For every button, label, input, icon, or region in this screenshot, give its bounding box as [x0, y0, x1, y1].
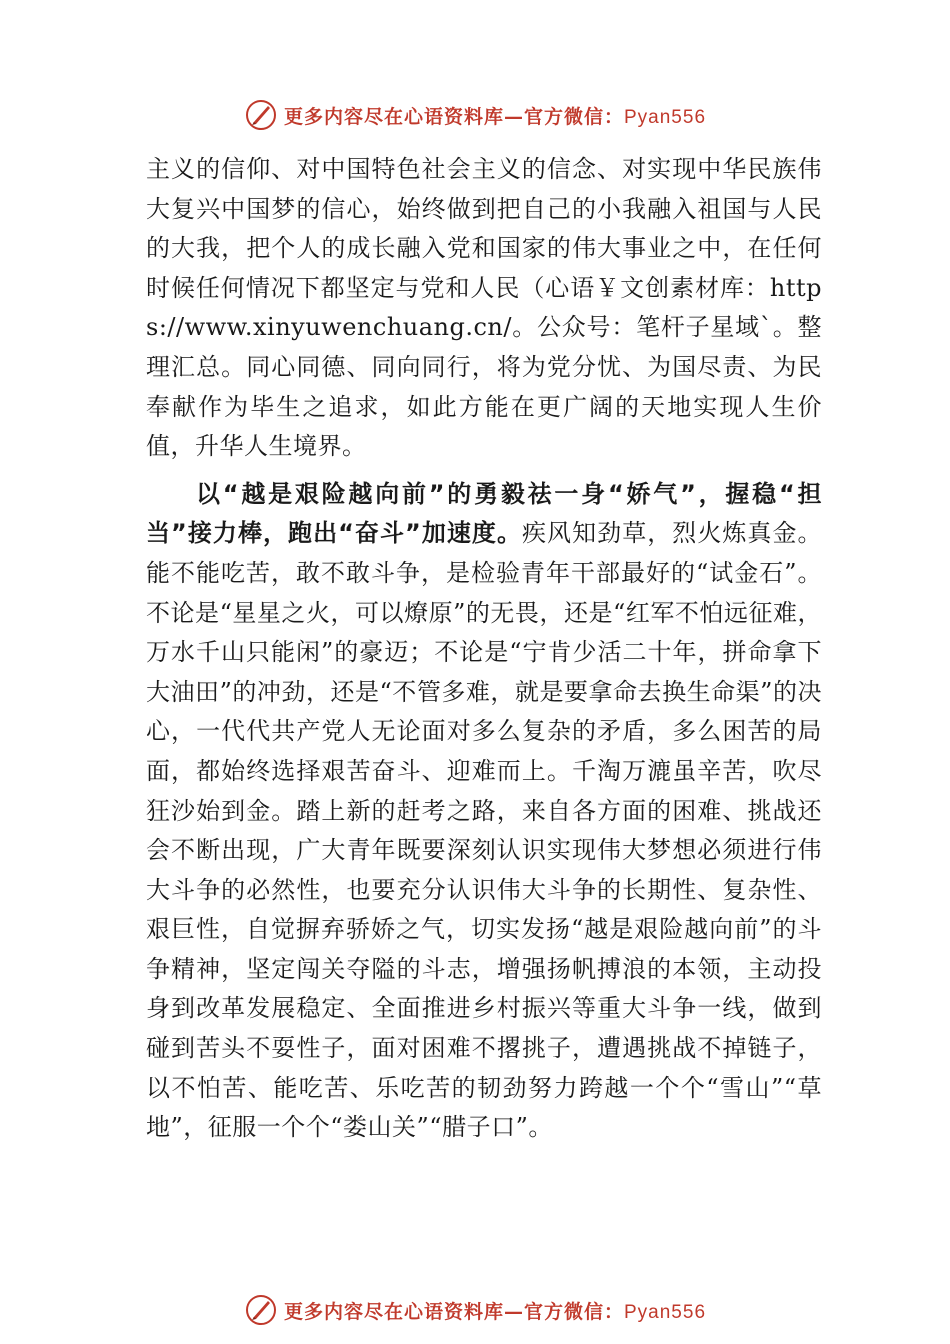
footer-banner-text: 更多内容尽在心语资料库—官方微信：Pyan556 — [283, 1300, 707, 1323]
header-wechat-id: Pyan556 — [624, 106, 707, 128]
document-body — [146, 150, 822, 1148]
quill-pen-logo-icon — [244, 1293, 278, 1327]
paragraph-1: 主义的信仰、对中国特色社会主义的信念、对实现中华民族伟大复兴中国梦的信心，始终做到把自己的小我融入祖国与人民的大我，把个人的成长融入党和国家的伟大事业之中，在任何时候任何情况下都坚定与党和人民（心语￥文创素材库：https://www.xinyuwenchuang.cn/。公众号：笔杆子星域`。整理汇总。同心同德、同向同行，将为党分忧、为国尽责、为民奉献作为毕生之追求，如此方能在更广阔的天地实现人生价值，升华人生境界。 — [146, 155, 822, 461]
header-banner-text: 更多内容尽在心语资料库—官方微信：Pyan556 — [283, 105, 707, 128]
header-banner — [0, 93, 950, 137]
paragraph-2-lead: 以“越是艰险越向前”的勇毅祛一身“娇气”，握稳“担当”接力棒，跑出“奋斗”加速度。 — [146, 479, 822, 548]
paragraph-2-body: 疾风知劲草，烈火炼真金。能不能吃苦，敢不敢斗争，是检验青年干部最好的“试金石”。不论是“星星之火，可以燎原”的无畏，还是“红军不怕远征难，万水千山只能闲”的豪迈；不论是“宁肯少活二十年，拼命拿下大油田”的冲劲，还是“不管多难，就是要拿命去换生命渠”的决心，一代代共产党人无论面对多么复杂的矛盾，多么困苦的局面，都始终选择艰苦奋斗、迎难而上。千淘万漉虽辛苦，吹尽狂沙始到金。踏上新的赶考之路，来自各方面的困难、挑战还会不断出现，广大青年既要深刻认识实现伟大梦想必须进行伟大斗争的必然性，也要充分认识伟大斗争的长期性、复杂性、艰巨性，自觉摒弃骄娇之气，切实发扬“越是艰险越向前”的斗争精神，坚定闯关夺隘的斗志，增强扬帆搏浪的本领，主动投身到改革发展稳定、全面推进乡村振兴等重大斗争一线，做到碰到苦头不耍性子，面对困难不撂挑子，遭遇挑战不掉链子，以不怕苦、能吃苦、乐吃苦的韧劲努力跨越一个个“雪山”“草地”，征服一个个“娄山关”“腊子口”。 — [146, 519, 822, 1142]
footer-wechat-id: Pyan556 — [624, 1301, 707, 1323]
footer-banner — [0, 1288, 950, 1332]
paragraph-2 — [146, 475, 822, 1148]
quill-pen-logo-icon — [244, 98, 278, 132]
